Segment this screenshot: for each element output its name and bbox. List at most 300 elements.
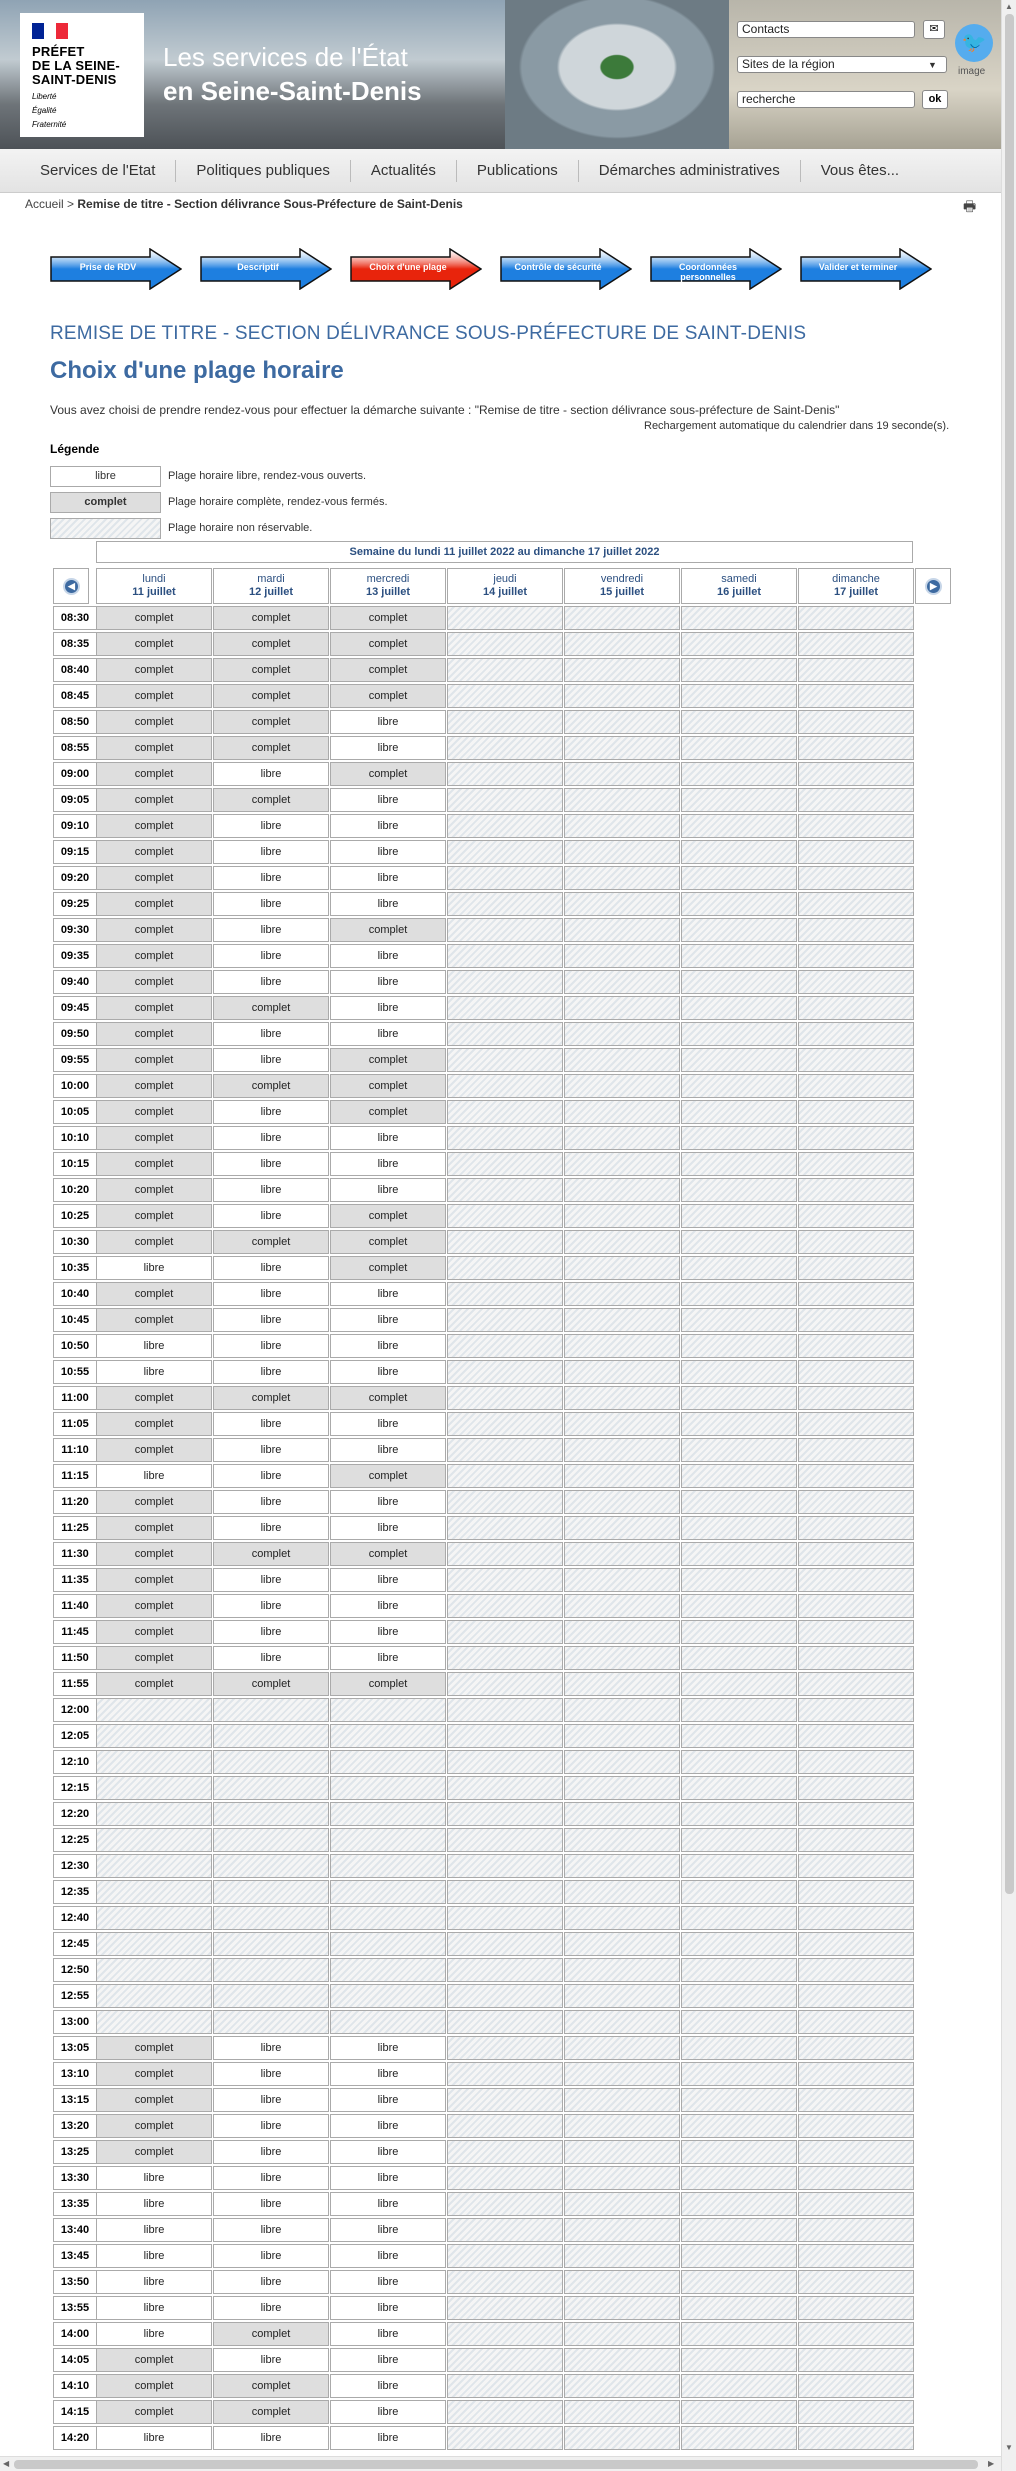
slot-libre[interactable]: libre xyxy=(213,2036,329,2060)
slot-complet: complet xyxy=(213,2400,329,2424)
slot-libre[interactable]: libre xyxy=(213,2140,329,2164)
slot-libre[interactable]: libre xyxy=(213,1438,329,1462)
slot-libre[interactable]: libre xyxy=(330,1178,446,1202)
slot-non-reservable xyxy=(798,762,914,786)
slot-libre[interactable]: libre xyxy=(330,1334,446,1358)
slot-libre[interactable]: libre xyxy=(96,2426,212,2450)
contacts-field[interactable]: Contacts xyxy=(737,21,915,38)
slot-libre[interactable]: libre xyxy=(213,2270,329,2294)
slot-libre[interactable]: libre xyxy=(330,2244,446,2268)
slot-non-reservable xyxy=(564,1828,680,1852)
slot-libre[interactable]: libre xyxy=(213,1022,329,1046)
prev-week-button[interactable] xyxy=(53,568,89,604)
slot-libre[interactable]: libre xyxy=(213,1516,329,1540)
slot-libre[interactable]: libre xyxy=(213,814,329,838)
slot-libre[interactable]: libre xyxy=(330,2062,446,2086)
slot-non-reservable xyxy=(681,2062,797,2086)
nav-item-politiques[interactable]: Politiques publiques xyxy=(176,160,350,182)
time-cell: 10:25 xyxy=(53,1204,97,1228)
slot-libre[interactable]: libre xyxy=(330,2322,446,2346)
slot-libre[interactable]: libre xyxy=(213,1048,329,1072)
time-cell: 14:10 xyxy=(53,2374,97,2398)
slot-non-reservable xyxy=(681,1334,797,1358)
slot-non-reservable xyxy=(330,1750,446,1774)
time-cell: 08:50 xyxy=(53,710,97,734)
motto-line-3: Fraternité xyxy=(32,120,67,129)
day-header xyxy=(330,568,446,604)
slot-libre[interactable]: libre xyxy=(330,1360,446,1384)
slot-non-reservable xyxy=(798,1932,914,1956)
prefecture-logo[interactable] xyxy=(20,13,144,137)
nav-item-actualites[interactable]: Actualités xyxy=(351,160,457,182)
slot-complet: complet xyxy=(330,1464,446,1488)
day-header xyxy=(96,568,212,604)
slot-non-reservable xyxy=(447,1152,563,1176)
slot-non-reservable xyxy=(681,1100,797,1124)
slot-complet: complet xyxy=(96,1386,212,1410)
slot-non-reservable xyxy=(681,970,797,994)
slot-non-reservable xyxy=(564,1490,680,1514)
time-cell: 13:25 xyxy=(53,2140,97,2164)
slot-libre[interactable]: libre xyxy=(213,1334,329,1358)
time-cell: 10:00 xyxy=(53,1074,97,1098)
slot-non-reservable xyxy=(447,2348,563,2372)
slot-complet: complet xyxy=(96,2400,212,2424)
slot-libre[interactable]: libre xyxy=(96,1464,212,1488)
slot-non-reservable xyxy=(447,1516,563,1540)
day-name: samedi xyxy=(721,573,757,585)
slot-non-reservable xyxy=(564,1646,680,1670)
slot-libre[interactable]: libre xyxy=(213,944,329,968)
slot-complet: complet xyxy=(96,2140,212,2164)
slot-libre[interactable]: libre xyxy=(213,1178,329,1202)
slot-complet: complet xyxy=(213,996,329,1020)
slot-non-reservable xyxy=(681,1854,797,1878)
slot-non-reservable xyxy=(564,2218,680,2242)
slot-non-reservable xyxy=(798,1360,914,1384)
time-cell: 14:20 xyxy=(53,2426,97,2450)
time-cell: 14:05 xyxy=(53,2348,97,2372)
slot-non-reservable xyxy=(681,1048,797,1072)
slot-libre[interactable]: libre xyxy=(330,2296,446,2320)
slot-libre[interactable]: libre xyxy=(213,866,329,890)
slot-complet: complet xyxy=(96,1542,212,1566)
search-ok-button[interactable]: ok xyxy=(922,90,948,109)
slot-non-reservable xyxy=(681,2426,797,2450)
scroll-left-icon[interactable]: ◀ xyxy=(3,2459,10,2468)
slot-libre[interactable]: libre xyxy=(96,2296,212,2320)
day-date: 13 juillet xyxy=(365,586,411,598)
slot-libre[interactable]: libre xyxy=(96,2270,212,2294)
slot-libre[interactable]: libre xyxy=(330,866,446,890)
slot-libre[interactable]: libre xyxy=(330,2374,446,2398)
time-cell: 09:05 xyxy=(53,788,97,812)
slot-libre[interactable]: libre xyxy=(330,2192,446,2216)
slot-non-reservable xyxy=(447,1178,563,1202)
time-cell: 13:10 xyxy=(53,2062,97,2086)
slot-non-reservable xyxy=(798,2244,914,2268)
time-cell: 13:00 xyxy=(53,2010,97,2034)
slot-complet: complet xyxy=(96,1412,212,1436)
time-cell: 10:20 xyxy=(53,1178,97,1202)
time-cell: 10:55 xyxy=(53,1360,97,1384)
slot-libre[interactable]: libre xyxy=(213,1568,329,1592)
slot-libre[interactable]: libre xyxy=(330,1282,446,1306)
slot-non-reservable xyxy=(681,1620,797,1644)
slot-libre[interactable]: libre xyxy=(96,2218,212,2242)
slot-libre[interactable]: libre xyxy=(213,1308,329,1332)
scroll-up-icon[interactable]: ▲ xyxy=(1005,2,1013,11)
time-cell: 09:00 xyxy=(53,762,97,786)
slot-non-reservable xyxy=(681,2244,797,2268)
slot-non-reservable xyxy=(798,1074,914,1098)
slot-complet: complet xyxy=(330,1672,446,1696)
header-photo-stadium xyxy=(505,0,729,149)
slot-libre[interactable]: libre xyxy=(213,970,329,994)
slot-libre[interactable]: libre xyxy=(330,736,446,760)
day-name: vendredi xyxy=(600,573,644,585)
legend-box-non-reservable xyxy=(50,518,161,539)
slot-libre[interactable]: libre xyxy=(213,1360,329,1384)
site-header xyxy=(0,0,1001,149)
breadcrumb xyxy=(25,197,463,211)
slot-libre[interactable]: libre xyxy=(96,1334,212,1358)
time-cell: 10:45 xyxy=(53,1308,97,1332)
slot-non-reservable xyxy=(447,2010,563,2034)
slot-non-reservable xyxy=(447,892,563,916)
slot-complet: complet xyxy=(96,1308,212,1332)
time-cell: 12:45 xyxy=(53,1932,97,1956)
slot-libre[interactable]: libre xyxy=(213,2348,329,2372)
slot-libre[interactable]: libre xyxy=(330,2036,446,2060)
time-cell: 10:10 xyxy=(53,1126,97,1150)
slot-non-reservable xyxy=(798,2062,914,2086)
slot-non-reservable xyxy=(447,1750,563,1774)
nav-item-vous-etes[interactable]: Vous êtes... xyxy=(820,161,900,179)
slot-non-reservable xyxy=(447,1672,563,1696)
slot-non-reservable xyxy=(798,996,914,1020)
slot-complet: complet xyxy=(330,1074,446,1098)
week-label: Semaine du lundi 11 juillet 2022 au dimanche 17 juillet 2022 xyxy=(96,541,913,563)
slot-complet: complet xyxy=(213,658,329,682)
slot-libre[interactable]: libre xyxy=(213,1126,329,1150)
slot-libre[interactable]: libre xyxy=(330,2166,446,2190)
twitter-icon[interactable]: 🐦 xyxy=(955,24,993,62)
slot-libre[interactable]: libre xyxy=(213,918,329,942)
nav-item-publications[interactable]: Publications xyxy=(457,160,579,182)
slot-complet: complet xyxy=(213,684,329,708)
slot-non-reservable xyxy=(681,2140,797,2164)
slot-non-reservable xyxy=(681,1542,797,1566)
slot-libre[interactable]: libre xyxy=(213,1100,329,1124)
slot-libre[interactable]: libre xyxy=(213,2114,329,2138)
slot-libre[interactable]: libre xyxy=(213,1204,329,1228)
slot-non-reservable xyxy=(447,1698,563,1722)
time-cell: 14:15 xyxy=(53,2400,97,2424)
slot-non-reservable xyxy=(681,710,797,734)
slot-non-reservable xyxy=(564,840,680,864)
legend-box-complet: complet xyxy=(50,492,161,513)
slot-non-reservable xyxy=(798,632,914,656)
breadcrumb-home-link[interactable]: Accueil xyxy=(25,197,64,211)
slot-non-reservable xyxy=(213,1880,329,1904)
slot-libre[interactable]: libre xyxy=(330,814,446,838)
slot-non-reservable xyxy=(447,1386,563,1410)
slot-non-reservable xyxy=(447,2166,563,2190)
slot-non-reservable xyxy=(681,1594,797,1618)
slot-non-reservable xyxy=(681,1074,797,1098)
day-date: 14 juillet xyxy=(482,586,528,598)
slot-non-reservable xyxy=(564,1074,680,1098)
slot-non-reservable xyxy=(564,1698,680,1722)
slot-non-reservable xyxy=(447,814,563,838)
time-cell: 10:50 xyxy=(53,1334,97,1358)
scroll-right-icon[interactable]: ▶ xyxy=(988,2459,995,2468)
slot-libre[interactable]: libre xyxy=(330,2270,446,2294)
day-name: jeudi xyxy=(493,573,517,585)
slot-libre[interactable]: libre xyxy=(213,2218,329,2242)
slot-complet: complet xyxy=(96,1516,212,1540)
slot-libre[interactable]: libre xyxy=(330,2348,446,2372)
region-sites-select[interactable]: Sites de la région xyxy=(737,56,947,73)
slot-complet: complet xyxy=(96,1100,212,1124)
slot-libre[interactable]: libre xyxy=(330,1490,446,1514)
horizontal-scrollbar[interactable] xyxy=(0,2456,1001,2471)
slot-libre[interactable]: libre xyxy=(330,788,446,812)
slot-complet: complet xyxy=(96,918,212,942)
time-cell: 12:40 xyxy=(53,1906,97,1930)
marianne-flag-icon xyxy=(32,23,68,39)
slot-non-reservable xyxy=(564,2192,680,2216)
slot-non-reservable xyxy=(447,2296,563,2320)
slot-libre[interactable]: libre xyxy=(330,1620,446,1644)
slot-non-reservable xyxy=(681,866,797,890)
slot-non-reservable xyxy=(798,2296,914,2320)
slot-non-reservable xyxy=(681,996,797,1020)
slot-non-reservable xyxy=(681,2348,797,2372)
slot-libre[interactable]: libre xyxy=(213,2426,329,2450)
mail-icon[interactable]: ✉ xyxy=(923,20,945,39)
day-name: mercredi xyxy=(366,573,410,585)
time-cell: 12:00 xyxy=(53,1698,97,1722)
slot-libre[interactable]: libre xyxy=(213,892,329,916)
step-6 xyxy=(800,248,932,290)
slot-libre[interactable]: libre xyxy=(213,1620,329,1644)
slot-libre[interactable]: libre xyxy=(96,1360,212,1384)
day-date: 16 juillet xyxy=(716,586,762,598)
slot-libre[interactable]: libre xyxy=(213,2296,329,2320)
slot-non-reservable xyxy=(447,1620,563,1644)
slot-libre[interactable]: libre xyxy=(96,1256,212,1280)
vertical-scrollbar[interactable] xyxy=(1001,0,1016,2471)
slot-libre[interactable]: libre xyxy=(330,1594,446,1618)
slot-non-reservable xyxy=(447,1906,563,1930)
slot-complet: complet xyxy=(96,1282,212,1306)
slot-non-reservable xyxy=(447,2426,563,2450)
slot-libre[interactable]: libre xyxy=(213,1594,329,1618)
slot-libre[interactable]: libre xyxy=(96,2166,212,2190)
horizontal-scroll-thumb[interactable] xyxy=(14,2460,978,2469)
time-cell: 12:05 xyxy=(53,1724,97,1748)
slot-non-reservable xyxy=(798,710,914,734)
slot-non-reservable xyxy=(447,918,563,942)
slot-libre[interactable]: libre xyxy=(330,892,446,916)
step-4 xyxy=(500,248,632,290)
slot-complet: complet xyxy=(96,762,212,786)
slot-libre[interactable]: libre xyxy=(330,2400,446,2424)
slot-libre[interactable]: libre xyxy=(330,1568,446,1592)
slot-libre[interactable]: libre xyxy=(213,2088,329,2112)
motto-line-2: Égalité xyxy=(32,106,57,115)
slot-libre[interactable]: libre xyxy=(330,840,446,864)
slot-libre[interactable]: libre xyxy=(330,1516,446,1540)
slot-non-reservable xyxy=(681,788,797,812)
slot-complet: complet xyxy=(330,1204,446,1228)
slot-non-reservable xyxy=(564,736,680,760)
nav-item-demarches[interactable]: Démarches administratives xyxy=(579,160,801,182)
slot-non-reservable xyxy=(564,1750,680,1774)
slot-non-reservable xyxy=(798,1048,914,1072)
slot-non-reservable xyxy=(798,2140,914,2164)
slot-non-reservable xyxy=(564,710,680,734)
slot-non-reservable xyxy=(798,840,914,864)
slot-complet: complet xyxy=(213,2374,329,2398)
slot-libre[interactable]: libre xyxy=(330,2426,446,2450)
slot-libre[interactable]: libre xyxy=(330,2088,446,2112)
slot-libre[interactable]: libre xyxy=(213,1646,329,1670)
slot-non-reservable xyxy=(447,1984,563,2008)
slot-non-reservable xyxy=(681,2296,797,2320)
slot-non-reservable xyxy=(564,1308,680,1332)
slot-libre[interactable]: libre xyxy=(330,2114,446,2138)
slot-non-reservable xyxy=(798,1490,914,1514)
slot-non-reservable xyxy=(564,2036,680,2060)
slot-libre[interactable]: libre xyxy=(96,2322,212,2346)
slot-libre[interactable]: libre xyxy=(330,710,446,734)
slot-non-reservable xyxy=(564,1282,680,1306)
slot-libre[interactable]: libre xyxy=(213,762,329,786)
slot-libre[interactable]: libre xyxy=(213,1490,329,1514)
slot-libre[interactable]: libre xyxy=(213,2166,329,2190)
slot-non-reservable xyxy=(564,1152,680,1176)
slot-non-reservable xyxy=(447,1542,563,1566)
nav-item-services[interactable]: Services de l'Etat xyxy=(0,160,176,182)
vertical-scroll-thumb[interactable] xyxy=(1005,14,1014,1894)
slot-non-reservable xyxy=(681,1880,797,1904)
slot-libre[interactable]: libre xyxy=(330,1412,446,1436)
time-cell: 08:55 xyxy=(53,736,97,760)
slot-libre[interactable]: libre xyxy=(330,1438,446,1462)
scroll-down-icon[interactable]: ▼ xyxy=(1005,2443,1013,2452)
slot-libre[interactable]: libre xyxy=(213,2062,329,2086)
slot-libre[interactable]: libre xyxy=(213,1152,329,1176)
time-cell: 13:55 xyxy=(53,2296,97,2320)
slot-complet: complet xyxy=(96,710,212,734)
slot-non-reservable xyxy=(447,1048,563,1072)
slot-non-reservable xyxy=(330,1724,446,1748)
slot-complet: complet xyxy=(96,2374,212,2398)
slot-non-reservable xyxy=(681,1776,797,1800)
slot-non-reservable xyxy=(564,944,680,968)
slot-libre[interactable]: libre xyxy=(213,2244,329,2268)
slot-non-reservable xyxy=(330,1880,446,1904)
slot-complet: complet xyxy=(96,840,212,864)
slot-non-reservable xyxy=(681,1490,797,1514)
slot-libre[interactable]: libre xyxy=(330,1646,446,1670)
print-icon[interactable]: 🖶 xyxy=(963,198,977,214)
slot-non-reservable xyxy=(330,1698,446,1722)
slot-libre[interactable]: libre xyxy=(330,2218,446,2242)
slot-libre[interactable]: libre xyxy=(330,970,446,994)
slot-libre[interactable]: libre xyxy=(330,1308,446,1332)
time-cell: 11:35 xyxy=(53,1568,97,1592)
slot-libre[interactable]: libre xyxy=(96,2244,212,2268)
slot-non-reservable xyxy=(681,684,797,708)
slot-non-reservable xyxy=(330,1958,446,1982)
slot-complet: complet xyxy=(96,1646,212,1670)
step-label: Descriptif xyxy=(237,262,279,272)
time-cell: 09:20 xyxy=(53,866,97,890)
slot-non-reservable xyxy=(798,1152,914,1176)
next-week-button[interactable] xyxy=(915,568,951,604)
time-cell: 13:45 xyxy=(53,2244,97,2268)
logo-line-3: SAINT-DENIS xyxy=(32,72,117,87)
slot-non-reservable xyxy=(447,1074,563,1098)
slot-libre[interactable]: libre xyxy=(213,1412,329,1436)
slot-libre[interactable]: libre xyxy=(213,1256,329,1280)
slot-libre[interactable]: libre xyxy=(96,2192,212,2216)
slot-libre[interactable]: libre xyxy=(330,996,446,1020)
slot-non-reservable xyxy=(564,1516,680,1540)
time-cell: 11:30 xyxy=(53,1542,97,1566)
site-title-line-2: en Seine-Saint-Denis xyxy=(163,76,422,106)
slot-non-reservable xyxy=(681,2088,797,2112)
slot-non-reservable xyxy=(681,918,797,942)
slot-libre[interactable]: libre xyxy=(330,944,446,968)
slot-libre[interactable]: libre xyxy=(213,1282,329,1306)
day-header xyxy=(564,568,680,604)
slot-non-reservable xyxy=(447,1126,563,1150)
time-cell: 12:50 xyxy=(53,1958,97,1982)
time-cell: 09:25 xyxy=(53,892,97,916)
slot-complet: complet xyxy=(213,1386,329,1410)
slot-non-reservable xyxy=(447,2270,563,2294)
slot-non-reservable xyxy=(447,2062,563,2086)
slot-libre[interactable]: libre xyxy=(213,2192,329,2216)
time-cell: 10:15 xyxy=(53,1152,97,1176)
slot-non-reservable xyxy=(798,1412,914,1436)
slot-libre[interactable]: libre xyxy=(330,2140,446,2164)
slot-non-reservable xyxy=(681,1204,797,1228)
slot-non-reservable xyxy=(798,658,914,682)
slot-libre[interactable]: libre xyxy=(330,1022,446,1046)
time-cell: 09:10 xyxy=(53,814,97,838)
site-title[interactable] xyxy=(163,40,422,108)
slot-libre[interactable]: libre xyxy=(330,1126,446,1150)
day-date: 15 juillet xyxy=(599,586,645,598)
slot-non-reservable xyxy=(681,1152,797,1176)
slot-non-reservable xyxy=(447,1724,563,1748)
search-input[interactable]: recherche xyxy=(737,91,915,108)
slot-libre[interactable]: libre xyxy=(213,840,329,864)
slot-non-reservable xyxy=(213,1750,329,1774)
slot-complet: complet xyxy=(96,1230,212,1254)
slot-libre[interactable]: libre xyxy=(330,1152,446,1176)
slot-non-reservable xyxy=(447,944,563,968)
day-name: lundi xyxy=(142,573,166,585)
slot-non-reservable xyxy=(447,632,563,656)
slot-libre[interactable]: libre xyxy=(213,1464,329,1488)
